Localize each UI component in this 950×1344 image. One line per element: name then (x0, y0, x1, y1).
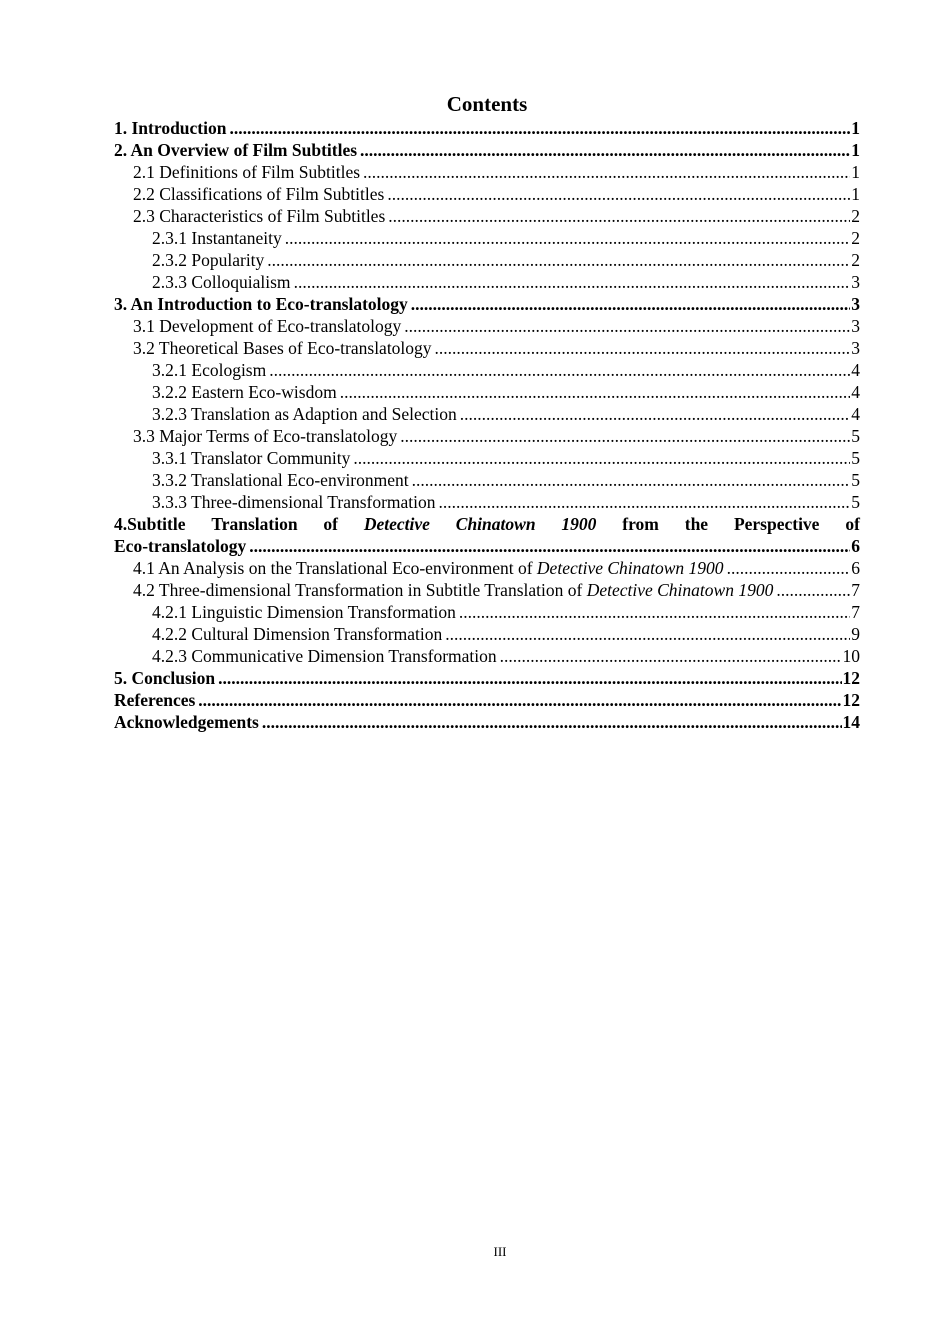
dot-leader (460, 403, 850, 425)
dot-leader (267, 249, 850, 271)
dot-leader (340, 381, 851, 403)
toc-entry[interactable] (114, 623, 860, 645)
toc-entry[interactable] (114, 249, 860, 271)
toc-entry-label: 3.3 Major Terms of Eco-translatology (133, 426, 398, 446)
toc-entry-label: 3.2.2 Eastern Eco-wisdom (152, 382, 337, 402)
toc-entry-page: 5 (851, 426, 860, 446)
page-number: III (493, 1244, 507, 1259)
dot-leader (249, 535, 850, 557)
toc-entry[interactable] (114, 557, 860, 579)
toc-entry-chapter4-line1[interactable] (114, 513, 860, 535)
toc-entry-page: 4 (851, 360, 860, 380)
toc-entry-label: Acknowledgements (114, 712, 259, 732)
toc-entry-page: 4 (851, 404, 860, 424)
toc-entry[interactable] (114, 293, 860, 315)
toc-entry[interactable] (114, 425, 860, 447)
toc-entry-label-text: 4.2 Three-dimensional Transformation in Subtitle Translation of (133, 580, 587, 600)
dot-leader (500, 645, 842, 667)
toc-entry[interactable] (114, 139, 860, 161)
dot-leader (285, 227, 850, 249)
toc-word-italic: 1900 (561, 514, 597, 534)
toc-entry-label: 3. An Introduction to Eco-translatology (114, 294, 408, 314)
toc-entry[interactable] (114, 337, 860, 359)
dot-leader (387, 183, 850, 205)
toc-entry[interactable] (114, 711, 860, 733)
toc-word: the (684, 514, 709, 534)
toc-entry-page: 1 (851, 162, 860, 182)
toc-entry-label: Eco-translatology (114, 536, 247, 556)
dot-leader (353, 447, 850, 469)
toc-word-italic: Chinatown (455, 514, 536, 534)
toc-entry[interactable] (114, 447, 860, 469)
dot-leader (459, 601, 850, 623)
toc-entry-label: 2.2 Classifications of Film Subtitles (133, 184, 385, 204)
toc-entry-page: 12 (842, 668, 860, 688)
toc-entry-label (133, 579, 773, 601)
toc-word: 4.Subtitle (114, 514, 186, 534)
toc-entry-page: 7 (851, 580, 860, 600)
toc-entry-page: 2 (851, 206, 860, 226)
toc-entry[interactable] (114, 227, 860, 249)
toc-word: of (323, 514, 338, 534)
toc-entry[interactable] (114, 315, 860, 337)
table-of-contents (114, 117, 860, 733)
toc-entry-label (133, 557, 724, 579)
toc-entry-label: References (114, 690, 196, 710)
toc-entry-page: 14 (842, 712, 860, 732)
toc-word: of (845, 514, 860, 534)
toc-entry-label: 3.3.2 Translational Eco-environment (152, 470, 409, 490)
toc-entry-page: 5 (851, 470, 860, 490)
toc-entry-label: 2. An Overview of Film Subtitles (114, 140, 358, 160)
toc-entry-label: 3.2.3 Translation as Adaption and Selection (152, 404, 457, 424)
toc-entry[interactable] (114, 183, 860, 205)
dot-leader (269, 359, 850, 381)
dot-leader (262, 711, 842, 733)
toc-entry-label: 3.2 Theoretical Bases of Eco-translatology (133, 338, 432, 358)
toc-entry-label: 2.3 Characteristics of Film Subtitles (133, 206, 386, 226)
dot-leader (445, 623, 850, 645)
toc-word: Translation (211, 514, 298, 534)
toc-entry-label: 2.3.3 Colloquialism (152, 272, 291, 292)
toc-entry[interactable] (114, 271, 860, 293)
toc-entry-label: 3.3.1 Translator Community (152, 448, 351, 468)
toc-entry-page: 2 (851, 250, 860, 270)
toc-entry-label-italic: Detective Chinatown 1900 (536, 558, 724, 578)
toc-entry[interactable] (114, 491, 860, 513)
dot-leader (388, 205, 850, 227)
toc-entry-page: 6 (851, 536, 860, 556)
dot-leader (439, 491, 851, 513)
dot-leader (198, 689, 841, 711)
toc-entry-label: 3.1 Development of Eco-translatology (133, 316, 402, 336)
toc-entry[interactable] (114, 601, 860, 623)
toc-entry-page: 6 (851, 558, 860, 578)
toc-entry-page: 3 (851, 338, 860, 358)
toc-entry-page: 3 (851, 294, 860, 314)
toc-entry-label: 3.2.1 Ecologism (152, 360, 267, 380)
toc-entry-page: 9 (851, 624, 860, 644)
toc-entry-page: 12 (842, 690, 860, 710)
dot-leader (776, 579, 850, 601)
dot-leader (411, 293, 850, 315)
toc-entry-label: 4.2.1 Linguistic Dimension Transformation (152, 602, 456, 622)
toc-entry-page: 5 (851, 492, 860, 512)
toc-entry-page: 5 (851, 448, 860, 468)
toc-entry-label: 4.2.2 Cultural Dimension Transformation (152, 624, 443, 644)
dot-leader (360, 139, 850, 161)
toc-entry[interactable] (114, 117, 860, 139)
dot-leader (229, 117, 850, 139)
toc-entry-label: 5. Conclusion (114, 668, 216, 688)
toc-entry[interactable] (114, 403, 860, 425)
toc-entry-label: 2.3.1 Instantaneity (152, 228, 282, 248)
toc-entry-label: 4.2.3 Communicative Dimension Transformation (152, 646, 497, 666)
toc-entry-page: 1 (851, 118, 860, 138)
toc-entry-label: 2.3.2 Popularity (152, 250, 265, 270)
dot-leader (400, 425, 850, 447)
toc-entry-page: 2 (851, 228, 860, 248)
toc-word: Perspective (733, 514, 820, 534)
toc-entry[interactable] (114, 205, 860, 227)
toc-entry-page: 3 (851, 316, 860, 336)
toc-title: Contents (446, 92, 528, 116)
toc-entry-page: 1 (851, 184, 860, 204)
toc-entry[interactable] (114, 381, 860, 403)
toc-entry-chapter4-line2[interactable] (114, 535, 860, 557)
toc-word: from (622, 514, 659, 534)
toc-word-italic: Detective (363, 514, 430, 534)
toc-entry-page: 3 (851, 272, 860, 292)
toc-entry[interactable] (114, 469, 860, 491)
dot-leader (435, 337, 851, 359)
toc-entry-page: 4 (851, 382, 860, 402)
toc-entry-page: 10 (842, 646, 860, 666)
toc-entry[interactable] (114, 579, 860, 601)
toc-entry-page: 1 (851, 140, 860, 160)
toc-entry[interactable] (114, 689, 860, 711)
toc-entry[interactable] (114, 645, 860, 667)
dot-leader (412, 469, 851, 491)
dot-leader (363, 161, 850, 183)
toc-entry-label: 1. Introduction (114, 118, 227, 138)
toc-entry-label-italic: Detective Chinatown 1900 (586, 580, 774, 600)
toc-entry-label: 2.1 Definitions of Film Subtitles (133, 162, 361, 182)
dot-leader (404, 315, 850, 337)
toc-entry[interactable] (114, 161, 860, 183)
dot-leader (294, 271, 851, 293)
dot-leader (727, 557, 851, 579)
toc-entry-label: 3.3.3 Three-dimensional Transformation (152, 492, 436, 512)
toc-entry[interactable] (114, 667, 860, 689)
toc-entry-label-text: 4.1 An Analysis on the Translational Eco-environment of (133, 558, 537, 578)
dot-leader (218, 667, 841, 689)
toc-entry-page: 7 (851, 602, 860, 622)
toc-entry[interactable] (114, 359, 860, 381)
